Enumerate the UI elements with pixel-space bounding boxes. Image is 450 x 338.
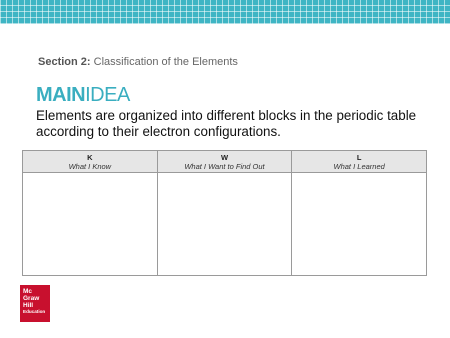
kwl-l-letter: L [356, 152, 362, 162]
kwl-header-l [292, 151, 427, 173]
kwl-body-row [23, 173, 427, 276]
main-idea-heading [36, 84, 130, 106]
kwl-header-k [23, 151, 158, 173]
kwl-k-letter: K [87, 152, 93, 162]
kwl-header-row [23, 151, 427, 173]
kwl-cell-know[interactable] [23, 173, 158, 276]
logo-line-2: Graw [23, 295, 40, 302]
kwl-w-caption: What I Want to Find Out [184, 161, 265, 171]
main-idea-statement: Elements are organized into different blocks in the periodic table according to their electron configurations. [36, 108, 417, 139]
main-idea-idea: IDEA [85, 84, 130, 106]
logo-line-1: Mc [23, 288, 33, 295]
kwl-table [22, 150, 427, 276]
kwl-header-w [157, 151, 292, 173]
section-heading [38, 56, 238, 68]
kwl-cell-want[interactable] [157, 173, 292, 276]
logo-line-4: Education [23, 309, 46, 314]
top-decorative-band [0, 0, 450, 24]
main-idea-main: MAIN [36, 84, 86, 106]
kwl-k-caption: What I Know [68, 161, 112, 171]
section-title: Classification of the Elements [93, 56, 238, 68]
logo-line-3: Hill [23, 302, 34, 309]
section-label: Section 2: [38, 56, 91, 68]
kwl-l-caption: What I Learned [333, 161, 385, 171]
mcgraw-hill-logo [20, 285, 50, 322]
kwl-w-letter: W [220, 152, 229, 162]
kwl-cell-learned[interactable] [292, 173, 427, 276]
